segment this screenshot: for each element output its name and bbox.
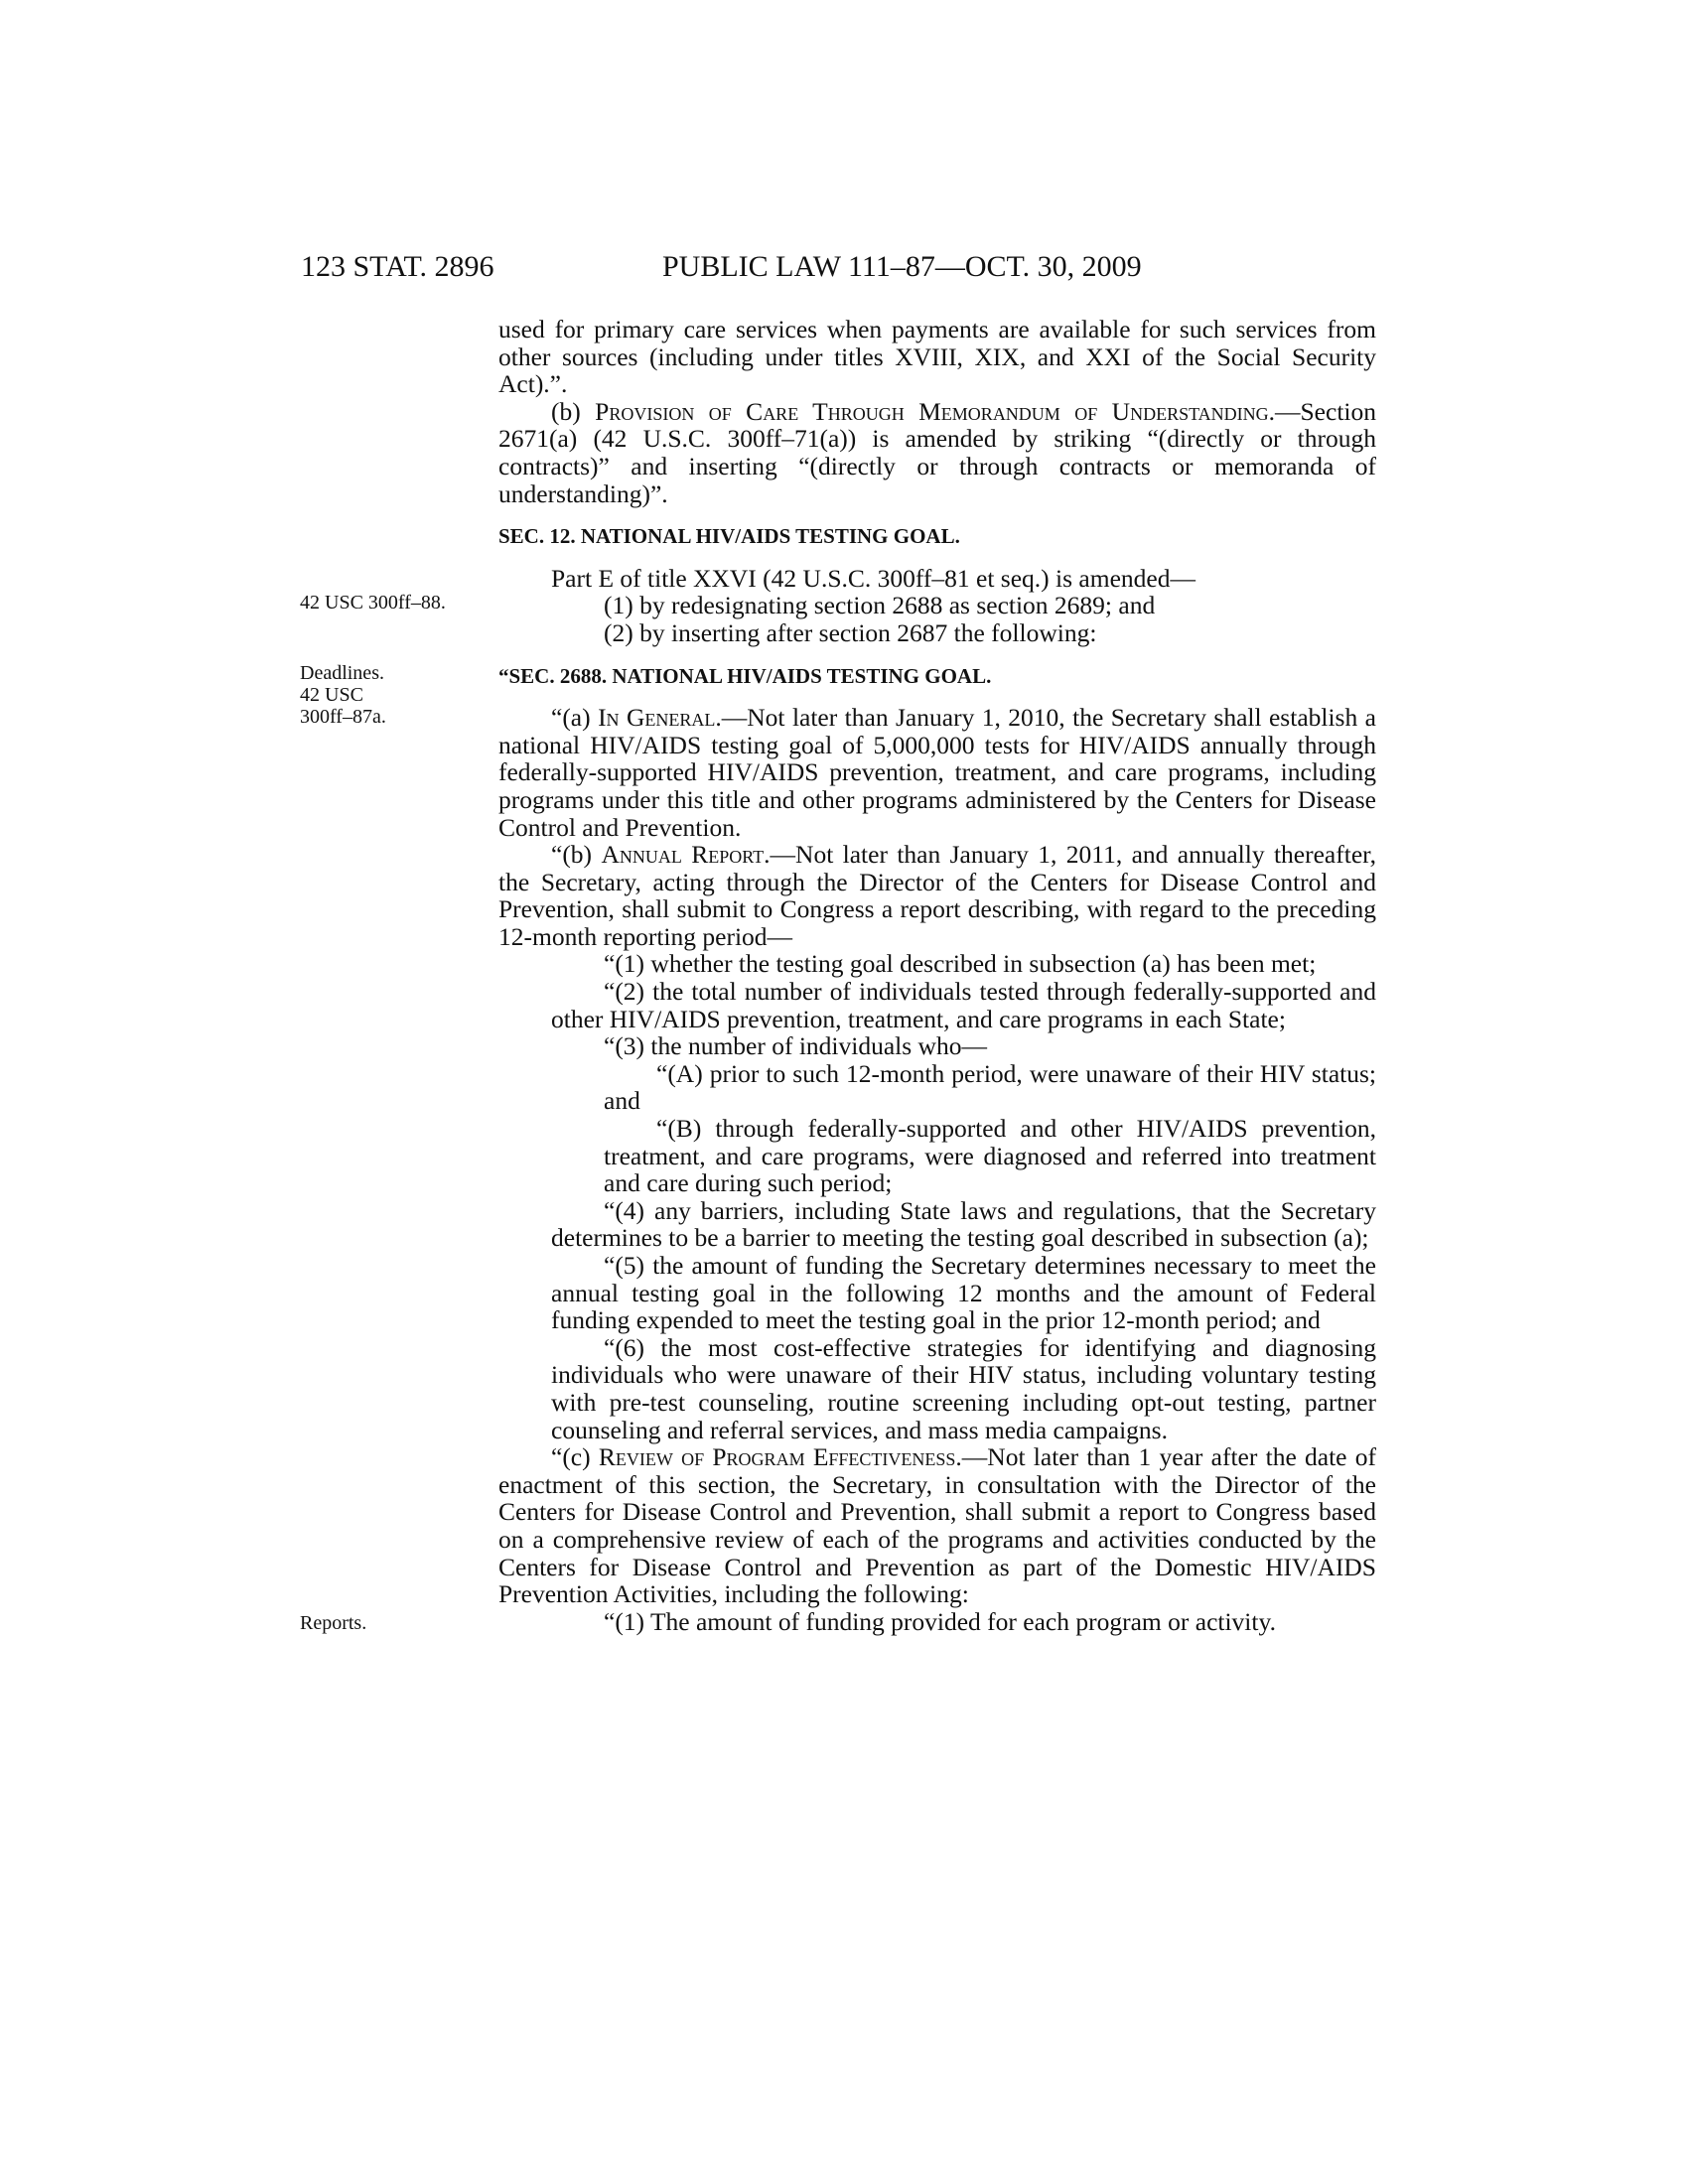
part-e-amendment: Part E of title XXVI (42 U.S.C. 300ff–81 et seq.) is amended— [551,563,1196,593]
section-2688-heading: “SEC. 2688. NATIONAL HIV/AIDS TESTING GOAL. [498,663,992,688]
report-item-5: “(5) the amount of funding the Secretary determines necessary to meet the annual testing goal in the following 12 months and the amount of Federal funding expended to meet the testing goal in the prior 12-month period; and [551,1251,1376,1335]
margin-note-deadlines: Deadlines. [300,662,384,684]
report-item-3a: “(A) prior to such 12-month period, were unaware of their HIV status; and [604,1058,1376,1116]
subsection-b-provision: (b) Provision of Care Through Memorandum of Understanding.—Section 2671(a) (42 U.S.C. 300ff–71(a)) is amended by striking “(directly or through contracts)” and inserting “(directly or through contracts or memoranda of understanding)”. [498,396,1376,508]
subsection-heading: Annual Report. [601,840,771,870]
statute-body [498,316,1376,1635]
margin-note-usc-87a-line2: 300ff–87a. [300,706,386,728]
subsection-a-general: “(a) In General.—Not later than January 1, 2010, the Secretary shall establish a national HIV/AIDS testing goal of 5,000,000 tests for HIV/AIDS annually through federally-supported HIV/AIDS prevention, treatment, and care programs, including programs under this title and other programs administered by the Centers for Disease Control and Prevention. [498,703,1376,842]
margin-note-reports: Reports. [300,1612,367,1634]
paragraph-continuation: used for primary care services when payments are available for such services from other sources (including under titles XVIII, XIX, and XXI of the Social Security Act).”. [498,315,1376,399]
running-header: PUBLIC LAW 111–87—OCT. 30, 2009 [662,250,1142,283]
report-item-2: “(2) the total number of individuals tested through federally-supported and other HIV/AIDS prevention, treatment, and care programs in each State; [551,977,1376,1033]
report-item-3b: “(B) through federally-supported and other HIV/AIDS prevention, treatment, and care programs, were diagnosed and referred into treatment and care during such period; [604,1114,1376,1198]
subsection-heading: Review of Program Effectiveness. [598,1442,962,1472]
section-12-heading: SEC. 12. NATIONAL HIV/AIDS TESTING GOAL. [498,524,960,549]
subsection-b-annual-report: “(b) Annual Report.—Not later than January 1, 2011, and annually thereafter, the Secretary, acting through the Director of the Centers for Disease Control and Prevention, shall submit to Congress a report describing, with regard to the preceding 12-month reporting period— [498,840,1376,951]
review-item-1: “(1) The amount of funding provided for each program or activity. [604,1606,1276,1636]
report-item-4: “(4) any barriers, including State laws and regulations, that the Secretary determines to be a barrier to meeting the testing goal described in subsection (a); [551,1195,1376,1253]
amendment-item-2: (2) by inserting after section 2687 the following: [604,617,1097,647]
statute-page-number: 123 STAT. 2896 [301,250,494,283]
margin-note-usc-88: 42 USC 300ff–88. [300,592,446,614]
report-item-1: “(1) whether the testing goal described in subsection (a) has been met; [604,949,1317,979]
subsection-c-review: “(c) Review of Program Effectiveness.—Not later than 1 year after the date of enactment of this section, the Secretary, in consultation with the Director of the Centers for Disease Control and Prevention, shall submit a report to Congress based on a comprehensive review of each of the programs and activities conducted by the Centers for Disease Control and Prevention as part of the Domestic HIV/AIDS Prevention Activities, including the following: [498,1442,1376,1609]
report-item-3: “(3) the number of individuals who— [604,1031,987,1061]
subsection-heading: Provision of Care Through Memorandum of Understanding. [595,396,1275,426]
amendment-item-1: (1) by redesignating section 2688 as section 2689; and [604,591,1156,620]
subsection-heading: In General. [598,703,722,733]
margin-note-usc-87a-line1: 42 USC [300,684,363,706]
report-item-6: “(6) the most cost-effective strategies for identifying and diagnosing individuals who were unaware of their HIV status, including voluntary testing with pre-test counseling, routine screening including opt-out testing, partner counseling and referral services, and mass media campaigns. [551,1332,1376,1444]
